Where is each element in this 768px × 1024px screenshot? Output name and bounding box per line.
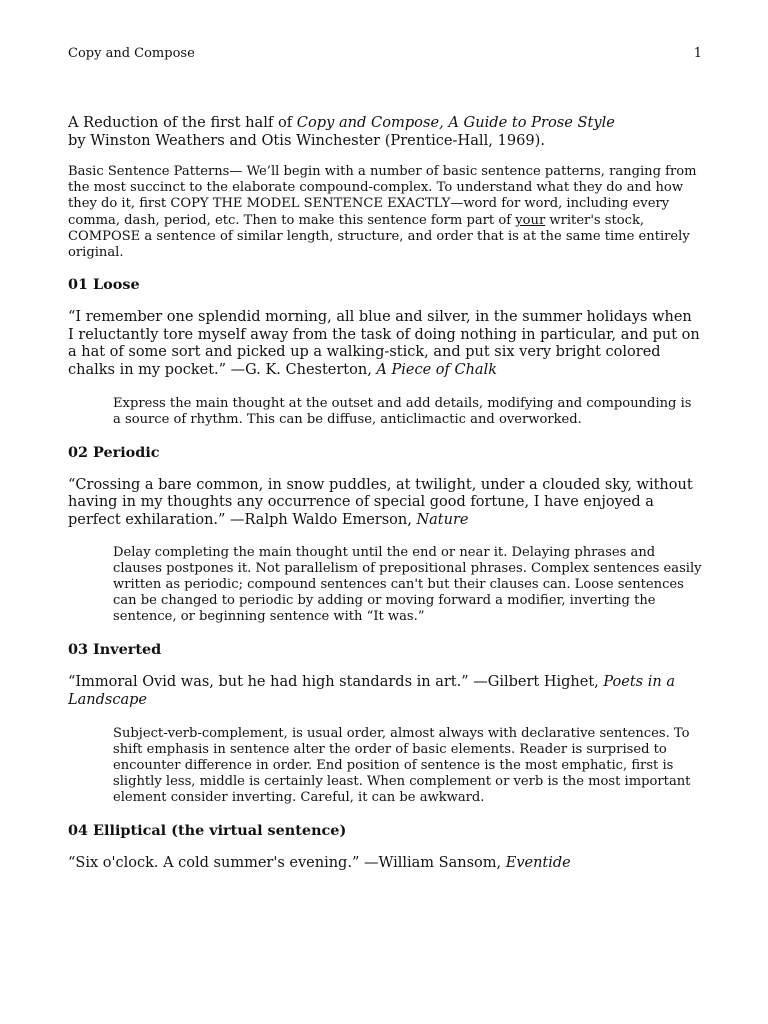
quote-source-title: Eventide (505, 854, 571, 871)
page-number: 1 (693, 46, 702, 61)
quote-text: “Immoral Ovid was, but he had high standards in art.” —Gilbert Highet, (68, 674, 604, 691)
quote-text: “Crossing a bare common, in snow puddles, at twilight, under a clouded sky, without having in my thoughts any occurrence of special good fortune, I have enjoyed a perfect exhilaration.” —Ralph Waldo Emerson, (68, 476, 693, 528)
intro-text-2: writer's stock, COMPOSE a sentence of similar length, structure, and order that is at the same time entirely original. (68, 212, 690, 261)
section-inverted (68, 641, 702, 805)
quote-source-title: A Piece of Chalk (376, 362, 497, 378)
byline: by Winston Weathers and Otis Winchester (Prentice-Hall, 1969). (68, 131, 546, 149)
intro-text-1: Basic Sentence Patterns— We’ll begin with a number of basic sentence patterns, ranging from the most succinct to the elaborate compound-complex. To understand what they do and how they do it, first COPY THE MODEL SENTENCE EXACTLY—word for word, including every comma, dash, period, etc. Then to make this sentence form part of (68, 164, 697, 228)
model-sentence (68, 309, 702, 379)
quote-source-title: Nature (416, 511, 469, 528)
quote-source-title: Poets in a Landscape (68, 674, 675, 708)
quote-text: “I remember one splendid morning, all blue and silver, in the summer holidays when I reluctantly tore myself away from the task of doing nothing in particular, and put on a hat of some sort and picked up a walking-stick, and put six very bright colored chalks in my pocket.” —G. K. Chesterton, (68, 309, 700, 378)
pattern-note: Delay completing the main thought until the end or near it. Delaying phrases and clauses postpones it. Not parallelism of prepositional phrases. Complex sentences easily written as periodic; compound sentences can't but their clauses can. Loose sentences can be changed to periodic by adding or moving forward a modifier, inverting the sentence, or beginning sentence with “It was.” (113, 545, 702, 625)
running-header (68, 46, 702, 61)
section-elliptical (68, 822, 702, 873)
section-periodic (68, 444, 702, 626)
pattern-note: Express the main thought at the outset and add details, modifying and compounding is a source of rhythm. This can be diffuse, anticlimactic and overworked. (113, 395, 692, 427)
intro-underlined-word: your (515, 212, 546, 228)
model-sentence (68, 855, 702, 873)
model-sentence (68, 477, 702, 530)
running-title: Copy and Compose (68, 46, 195, 61)
pattern-note: Subject-verb-complement, is usual order, almost always with declarative sentences. To shift emphasis in sentence alter the order of basic elements. Reader is surprised to encounter difference in order. End position of sentence is the most emphatic, first is slightly less, middle is certainly least. When complement or verb is the most important element consider inverting. Careful, it can be awkward. (113, 725, 691, 805)
title-prefix: A Reduction of the first half of (68, 114, 297, 131)
section-heading: 01 Loose (68, 276, 140, 294)
model-sentence (68, 674, 702, 709)
document-title (68, 114, 702, 149)
section-heading: 04 Elliptical (the virtual sentence) (68, 821, 347, 839)
intro-paragraph (68, 164, 702, 261)
quote-text: “Six o'clock. A cold summer's evening.” —William Sansom, (68, 854, 506, 871)
section-heading: 03 Inverted (68, 641, 162, 659)
section-heading: 02 Periodic (68, 443, 160, 461)
section-loose (68, 276, 702, 427)
document-body (68, 114, 702, 872)
book-title: Copy and Compose, A Guide to Prose Style (296, 114, 615, 131)
